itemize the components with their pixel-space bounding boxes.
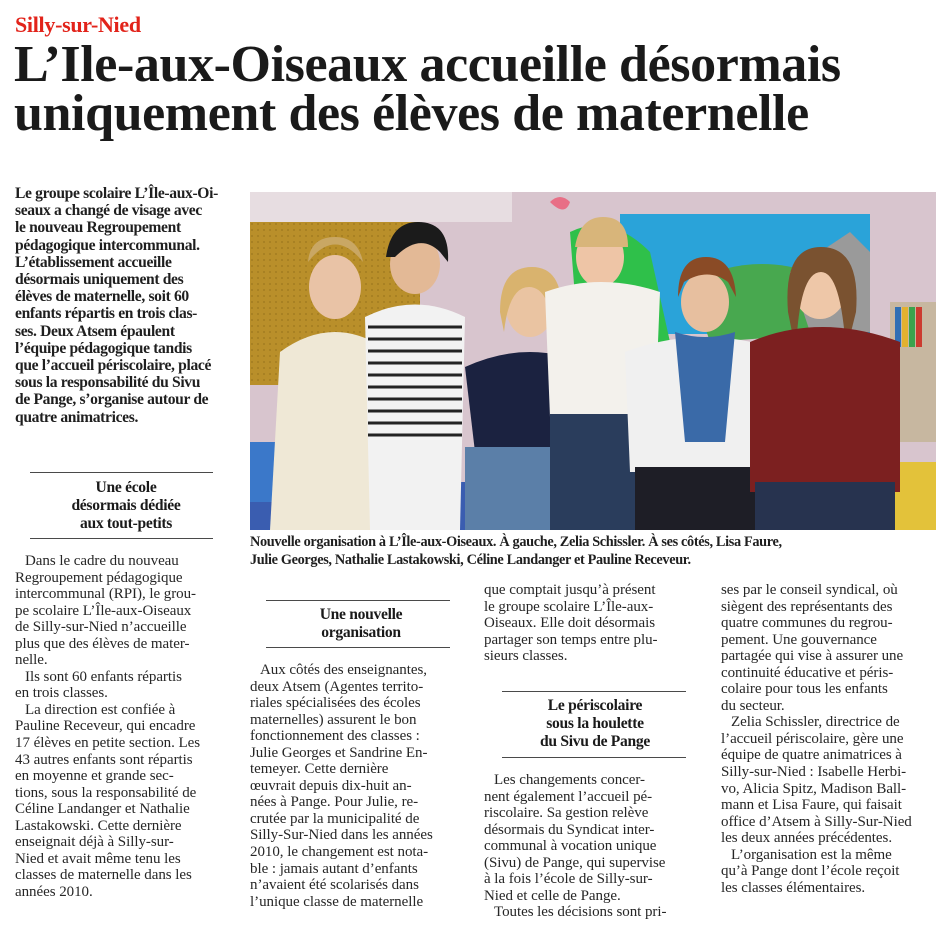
lead-line: ses. Deux Atsem épaulent — [15, 322, 175, 340]
lead-line: que l’accueil périscolaire, placé — [15, 357, 212, 375]
subhead-line: Une nouvelle — [319, 606, 403, 623]
subhead-line: Une école — [95, 479, 157, 496]
body-line: riscolaire. Sa gestion relève — [484, 805, 649, 822]
divider-rule — [502, 757, 686, 758]
body-line: 17 élèves en petite section. Les — [15, 735, 200, 752]
divider-rule — [266, 647, 450, 648]
body-line: La direction est confiée à — [25, 701, 176, 718]
article-photo — [250, 192, 936, 530]
body-line: Aux côtés des enseignantes, — [260, 662, 427, 678]
caption-line: Julie Georges, Nathalie Lastakowski, Céline Landanger et Pauline Receveur. — [250, 552, 691, 569]
lead-paragraph — [15, 185, 237, 426]
subhead-periscolaire — [484, 697, 706, 751]
body-line: pement. Une gouvernance — [721, 631, 877, 648]
article-column-3-top — [484, 582, 706, 665]
body-line: nées à Pange. Pour Julie, re- — [250, 794, 419, 811]
body-line: les classes élémentaires. — [721, 879, 866, 896]
body-line: Nied et celle de Pange. — [484, 887, 621, 904]
body-line: maternelles) assurent le bon — [250, 711, 417, 728]
lead-line: enfants répartis en trois clas- — [15, 305, 198, 323]
body-line: de Silly-sur-Nied n’accueille — [15, 619, 187, 636]
body-line: années 2010. — [15, 883, 93, 900]
lead-line: quatre animatrices. — [15, 408, 138, 426]
body-line: nelle. — [15, 652, 48, 669]
body-line: Céline Landanger et Nathalie — [15, 801, 190, 818]
lead-line: le nouveau Regroupement — [15, 219, 181, 237]
body-line: œuvrait depuis dix-huit an- — [250, 777, 412, 794]
body-line: intercommunal (RPI), le grou- — [15, 586, 197, 603]
body-line: quatre communes du regrou- — [721, 615, 893, 632]
body-line: ses par le conseil syndical, où — [721, 582, 898, 598]
body-line: Zelia Schissler, directrice de — [731, 714, 900, 731]
body-line: que comptait jusqu’à présent — [484, 582, 656, 598]
body-line: l’unique classe de maternelle — [250, 893, 424, 910]
body-line: fonctionnement des classes : — [250, 728, 420, 745]
subhead-organisation — [250, 606, 472, 642]
body-line: désormais du Syndicat inter- — [484, 821, 655, 838]
lead-line: l’équipe pédagogique tandis — [15, 339, 192, 357]
body-line: communal à vocation unique — [484, 838, 657, 855]
article-column-2 — [250, 662, 472, 910]
subhead-line: du Sivu de Pange — [539, 733, 651, 750]
body-line: (Sivu) de Pange, qui supervise — [484, 854, 666, 871]
body-line: l’accueil périscolaire, gère une — [721, 730, 904, 747]
lead-line: élèves de maternelle, soit 60 — [15, 288, 189, 306]
subhead-line: organisation — [321, 624, 401, 641]
body-line: Les changements concer- — [494, 772, 645, 788]
group-photo-image — [250, 192, 936, 530]
article-column-3-bottom — [484, 772, 706, 921]
body-line: riales spécialisées des écoles — [250, 695, 421, 712]
lead-line: L’établissement accueille — [15, 253, 172, 271]
body-line: crutée par la municipalité de — [250, 810, 420, 827]
body-line: 2010, le changement est nota- — [250, 844, 429, 861]
body-line: office d’Atsem à Silly-Sur-Nied — [721, 813, 912, 830]
caption-line: Nouvelle organisation à L’Île-aux-Oiseaux. À gauche, Zelia Schissler. À ses côtés, Lisa Faure, — [250, 534, 782, 550]
body-line: colaire pour tous les enfants — [721, 681, 888, 698]
subhead-line: sous la houlette — [546, 715, 644, 732]
body-line: Julie Georges et Sandrine En- — [250, 744, 428, 761]
lead-line: de Pange, s’organise autour de — [15, 391, 209, 409]
body-line: pe scolaire L’Île-aux-Oiseaux — [15, 602, 192, 619]
body-line: siègent des représentants des — [721, 598, 893, 615]
section-kicker: Silly-sur-Nied — [15, 12, 141, 37]
photo-caption — [250, 533, 949, 570]
body-line: Lastakowski. Cette dernière — [15, 817, 182, 834]
body-line: en trois classes. — [15, 685, 108, 702]
body-line: sieurs classes. — [484, 648, 568, 665]
body-line: ble : jamais autant d’enfants — [250, 860, 418, 877]
body-line: les deux années précédentes. — [721, 830, 893, 847]
body-line: Oiseaux. Elle doit désormais — [484, 615, 656, 632]
body-line: tions, sous la responsabilité de — [15, 784, 197, 801]
body-line: Regroupement pédagogique — [15, 569, 183, 586]
lead-line: pédagogique intercommunal. — [15, 236, 200, 254]
divider-rule — [30, 538, 213, 539]
lead-line: seaux a changé de visage avec — [15, 202, 202, 220]
body-line: 43 autres enfants sont répartis — [15, 751, 193, 768]
body-line: temeyer. Cette dernière — [250, 761, 389, 778]
body-line: partagée qui vise à assurer une — [721, 648, 904, 665]
body-line: le groupe scolaire L’Île-aux- — [484, 598, 654, 615]
body-line: plus que des élèves de mater- — [15, 635, 190, 652]
body-line: L’organisation est la même — [731, 846, 892, 863]
body-line: nent également l’accueil pé- — [484, 788, 653, 805]
body-line: en moyenne et grande sec- — [15, 768, 174, 785]
body-line: à la fois l’école de Silly-sur- — [484, 871, 653, 888]
body-line: Silly-Sur-Nied dans les années — [250, 827, 433, 844]
body-line: Dans le cadre du nouveau — [25, 553, 179, 569]
subhead-ecole — [15, 479, 237, 533]
body-line: partager son temps entre plu- — [484, 631, 658, 648]
body-line: vo, Alicia Spitz, Madison Ball- — [721, 780, 907, 797]
body-line: Ils sont 60 enfants répartis — [25, 668, 182, 685]
body-line: classes de maternelle dans les — [15, 867, 192, 884]
body-line: continuité éducative et péris- — [721, 664, 894, 681]
subhead-line: aux tout-petits — [79, 515, 173, 532]
lead-line: sous la responsabilité du Sivu — [15, 374, 201, 392]
subhead-line: Le périscolaire — [547, 697, 643, 714]
body-line: mann et Lisa Faure, qui faisait — [721, 797, 902, 814]
body-line: enseignait déjà à Silly-sur- — [15, 834, 174, 851]
divider-rule — [502, 691, 686, 692]
divider-rule — [266, 600, 450, 601]
body-line: Pauline Receveur, qui encadre — [15, 718, 196, 735]
subhead-line: désormais dédiée — [71, 497, 181, 514]
body-line: n’avaient été scolarisés dans — [250, 877, 419, 894]
headline-line: uniquement des élèves de maternelle — [14, 85, 809, 142]
body-line: deux Atsem (Agentes territo- — [250, 678, 424, 695]
body-line: Toutes les décisions sont pri- — [494, 904, 667, 921]
body-line: qu’à Pange dont l’école reçoit — [721, 863, 900, 880]
divider-rule — [30, 472, 213, 473]
article-column-4 — [721, 582, 943, 896]
body-line: équipe de quatre animatrices à — [721, 747, 902, 764]
lead-line: désormais uniquement des — [15, 271, 184, 289]
headline-line: L’Ile-aux-Oiseaux accueille désormais — [14, 36, 841, 93]
lead-line: Le groupe scolaire L’Île-aux-Oi- — [15, 185, 218, 202]
headline — [14, 36, 944, 142]
article-column-1 — [15, 553, 237, 900]
body-line: Nied et avait même tenu les — [15, 850, 181, 867]
body-line: du secteur. — [721, 697, 785, 714]
body-line: Silly-sur-Nied : Isabelle Herbi- — [721, 764, 907, 781]
